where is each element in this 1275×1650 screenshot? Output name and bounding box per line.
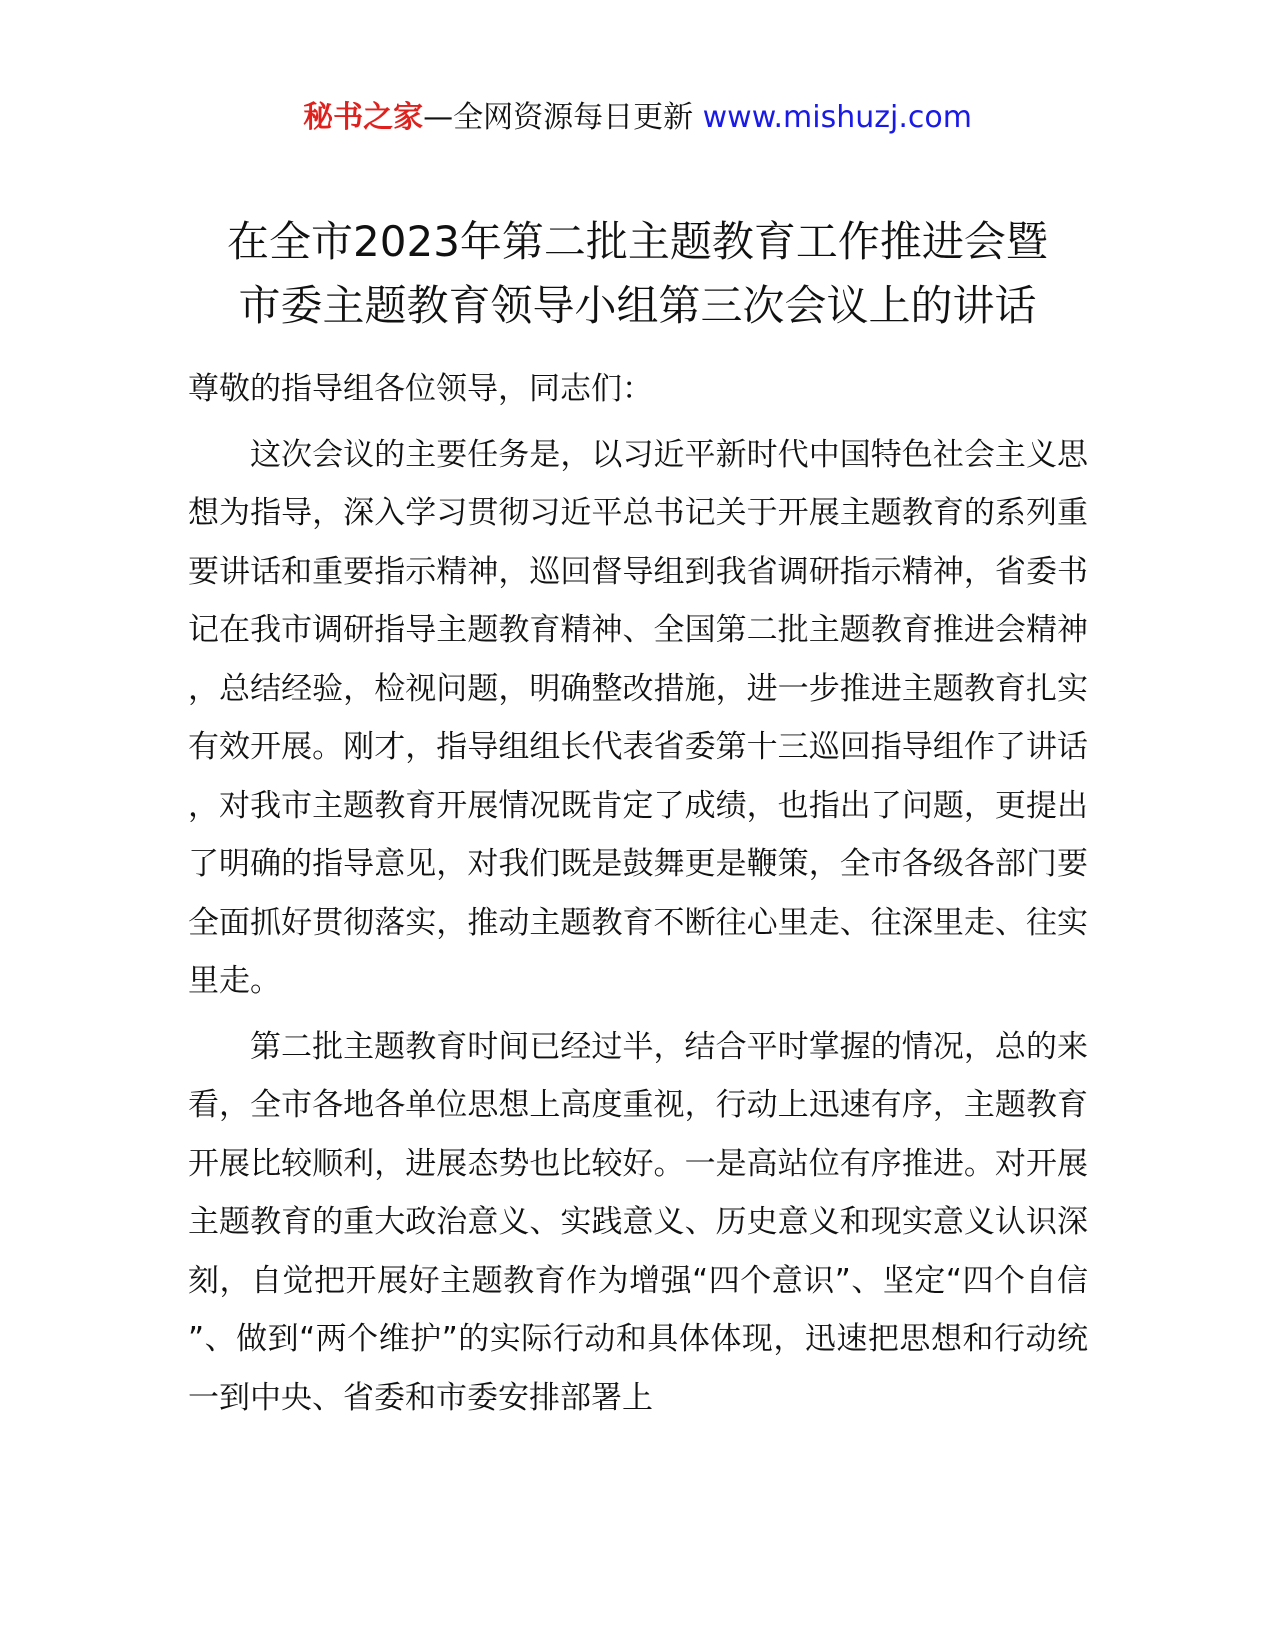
site-brand: 秘书之家	[303, 100, 424, 135]
paragraph-1: 这次会议的主要任务是，以习近平新时代中国特色社会主义思想为指导，深入学习贯彻习近平总书记关于开展主题教育的系列重要讲话和重要指示精神，巡回督导组到我省调研指示精神，省委书记在我市调研指导主题教育精神、全国第二批主题教育推进会精神，总结经验，检视问题，明确整改措施，进一步推进主题教育扎实有效开展。刚才，指导组组长代表省委第十三巡回指导组作了讲话，对我市主题教育开展情况既肯定了成绩，也指出了问题，更提出了明确的指导意见，对我们既是鼓舞更是鞭策，全市各级各部门要全面抓好贯彻落实，推动主题教育不断往心里走、往深里走、往实里走。	[188, 436, 1088, 999]
site-url-link[interactable]: www.mishuzj.com	[702, 100, 972, 135]
document-title	[0, 210, 1275, 338]
salutation: 尊敬的指导组各位领导，同志们：	[188, 371, 653, 407]
document-body	[188, 360, 1088, 1427]
site-header	[0, 96, 1275, 140]
paragraph-2: 第二批主题教育时间已经过半，结合平时掌握的情况，总的来看，全市各地各单位思想上高度重视，行动上迅速有序，主题教育开展比较顺利，进展态势也比较好。一是高站位有序推进。对开展主题教育的重大政治意义、实践意义、历史意义和现实意义认识深刻，自觉把开展好主题教育作为增强“四个意识”、坚定“四个自信”、做到“两个维护”的实际行动和具体体现，迅速把思想和行动统一到中央、省委和市委安排部署上	[188, 1028, 1088, 1416]
title-line-2: 市委主题教育领导小组第三次会议上的讲话	[238, 281, 1037, 330]
site-tagline: —全网资源每日更新	[423, 100, 703, 135]
title-line-1: 在全市2023年第二批主题教育工作推进会暨	[227, 217, 1048, 266]
